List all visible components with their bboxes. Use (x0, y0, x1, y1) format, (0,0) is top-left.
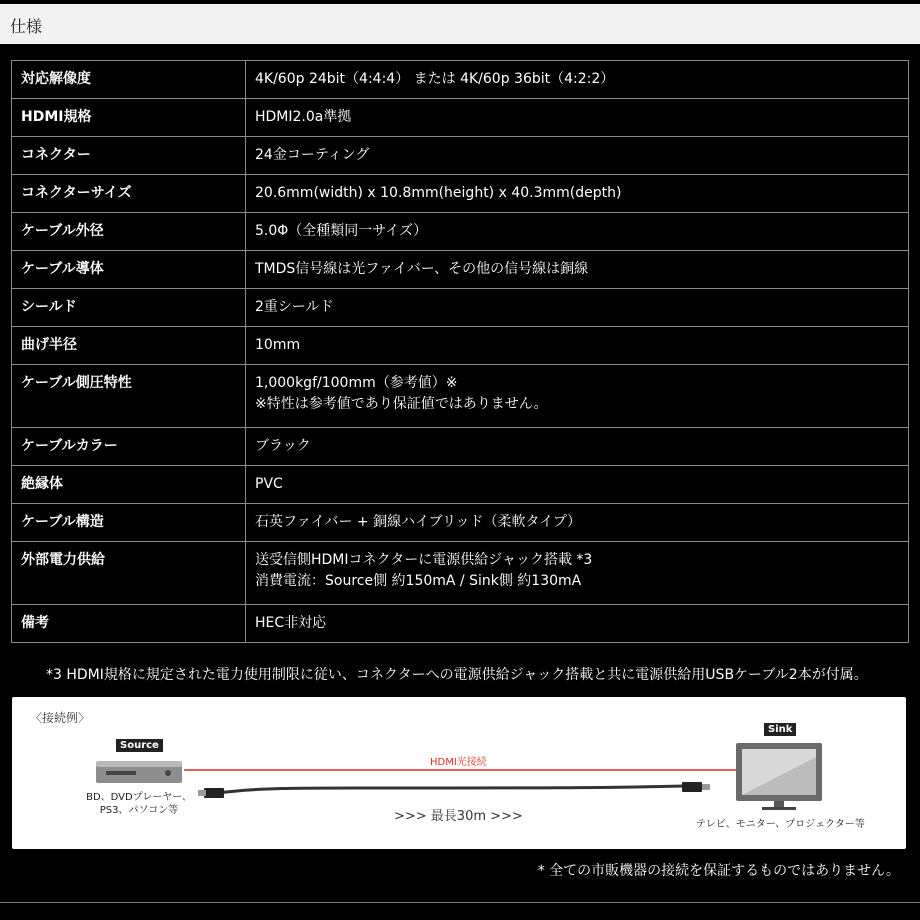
spec-row (12, 428, 909, 466)
spec-value-line: TMDS信号線は光ファイバー、その他の信号線は銅線 (255, 261, 589, 277)
spec-value (246, 213, 909, 251)
spec-value-line: 消費電流：Source側 約150mA / Sink側 約130mA (255, 573, 582, 589)
spec-key: 備考 (12, 605, 246, 643)
length-label: >>> 最長30m >>> (394, 809, 523, 824)
spec-value (246, 251, 909, 289)
spec-key: 絶縁体 (12, 466, 246, 504)
source-badge: Source (116, 739, 163, 752)
section-title: 仕様 (10, 17, 43, 36)
spec-value-line: ブラック (255, 438, 311, 454)
spec-value-line: 送受信側HDMIコネクターに電源供給ジャック搭載 *3 (255, 552, 593, 568)
spec-row (12, 504, 909, 542)
footnote-3: *3 HDMI規格に規定された電力使用制限に従い、コネクターへの電源供給ジャック搭載と共に電源供給用USBケーブル2本が付属。 (46, 667, 868, 683)
spec-value (246, 605, 909, 643)
spec-key: ケーブル側圧特性 (12, 365, 246, 428)
spec-value-line: 5.0Φ（全種類同一サイズ） (255, 223, 428, 239)
sink-badge: Sink (764, 723, 796, 736)
spec-value (246, 504, 909, 542)
spec-key: ケーブル構造 (12, 504, 246, 542)
spec-row (12, 251, 909, 289)
spec-value-line: HEC非対応 (255, 615, 327, 631)
spec-value-line: HDMI2.0a準拠 (255, 109, 352, 125)
spec-value (246, 428, 909, 466)
spec-value-line: 10mm (255, 337, 301, 353)
spec-row (12, 175, 909, 213)
spec-key: 曲げ半径 (12, 327, 246, 365)
spec-value-line: 石英ファイバー + 銅線ハイブリッド（柔軟タイプ） (255, 514, 581, 530)
divider (0, 902, 920, 903)
spec-row (12, 542, 909, 605)
spec-key: シールド (12, 289, 246, 327)
connection-diagram (12, 697, 906, 849)
spec-key: 外部電力供給 (12, 542, 246, 605)
spec-value-line: 4K/60p 24bit（4:4:4） または 4K/60p 36bit（4:2:2） (255, 71, 615, 87)
spec-row (12, 99, 909, 137)
player-icon (96, 761, 182, 783)
spec-key: コネクターサイズ (12, 175, 246, 213)
section-header (0, 4, 920, 44)
spec-row (12, 466, 909, 504)
spec-value-line: ※特性は参考値であり保証値ではありません。 (255, 396, 548, 412)
spec-value (246, 466, 909, 504)
example-label: 〈接続例〉 (30, 711, 91, 725)
spec-table (11, 60, 909, 643)
spec-value (246, 137, 909, 175)
sink-caption: テレビ、モニター、プロジェクター等 (696, 819, 865, 830)
source-caption-line-1: BD、DVDプレーヤー、 (86, 792, 192, 803)
cable-label: HDMI光接続 (430, 757, 487, 768)
spec-key: ケーブル外径 (12, 213, 246, 251)
spec-row (12, 213, 909, 251)
spec-value (246, 542, 909, 605)
spec-value-line: 24金コーティング (255, 147, 370, 163)
spec-row (12, 605, 909, 643)
spec-key: HDMI規格 (12, 99, 246, 137)
spec-value-line: 20.6mm(width) x 10.8mm(height) x 40.3mm(depth) (255, 185, 622, 201)
spec-key: 対応解像度 (12, 61, 246, 99)
spec-row (12, 289, 909, 327)
spec-value-line: PVC (255, 476, 283, 492)
spec-key: ケーブルカラー (12, 428, 246, 466)
source-caption-line-2: PS3、パソコン等 (99, 805, 179, 816)
spec-value (246, 61, 909, 99)
spec-key: コネクター (12, 137, 246, 175)
cable-icon (198, 782, 710, 798)
spec-row (12, 365, 909, 428)
spec-row (12, 61, 909, 99)
spec-value (246, 175, 909, 213)
spec-value-line: 1,000kgf/100mm（参考値）※ (255, 375, 458, 391)
disclaimer-note: * 全ての市販機器の接続を保証するものではありません。 (537, 863, 900, 879)
spec-value (246, 327, 909, 365)
spec-value (246, 99, 909, 137)
spec-value-line: 2重シールド (255, 299, 334, 315)
spec-value (246, 289, 909, 327)
source-caption (84, 791, 194, 817)
spec-row (12, 327, 909, 365)
spec-value (246, 365, 909, 428)
spec-row (12, 137, 909, 175)
monitor-icon (736, 743, 822, 810)
spec-key: ケーブル導体 (12, 251, 246, 289)
